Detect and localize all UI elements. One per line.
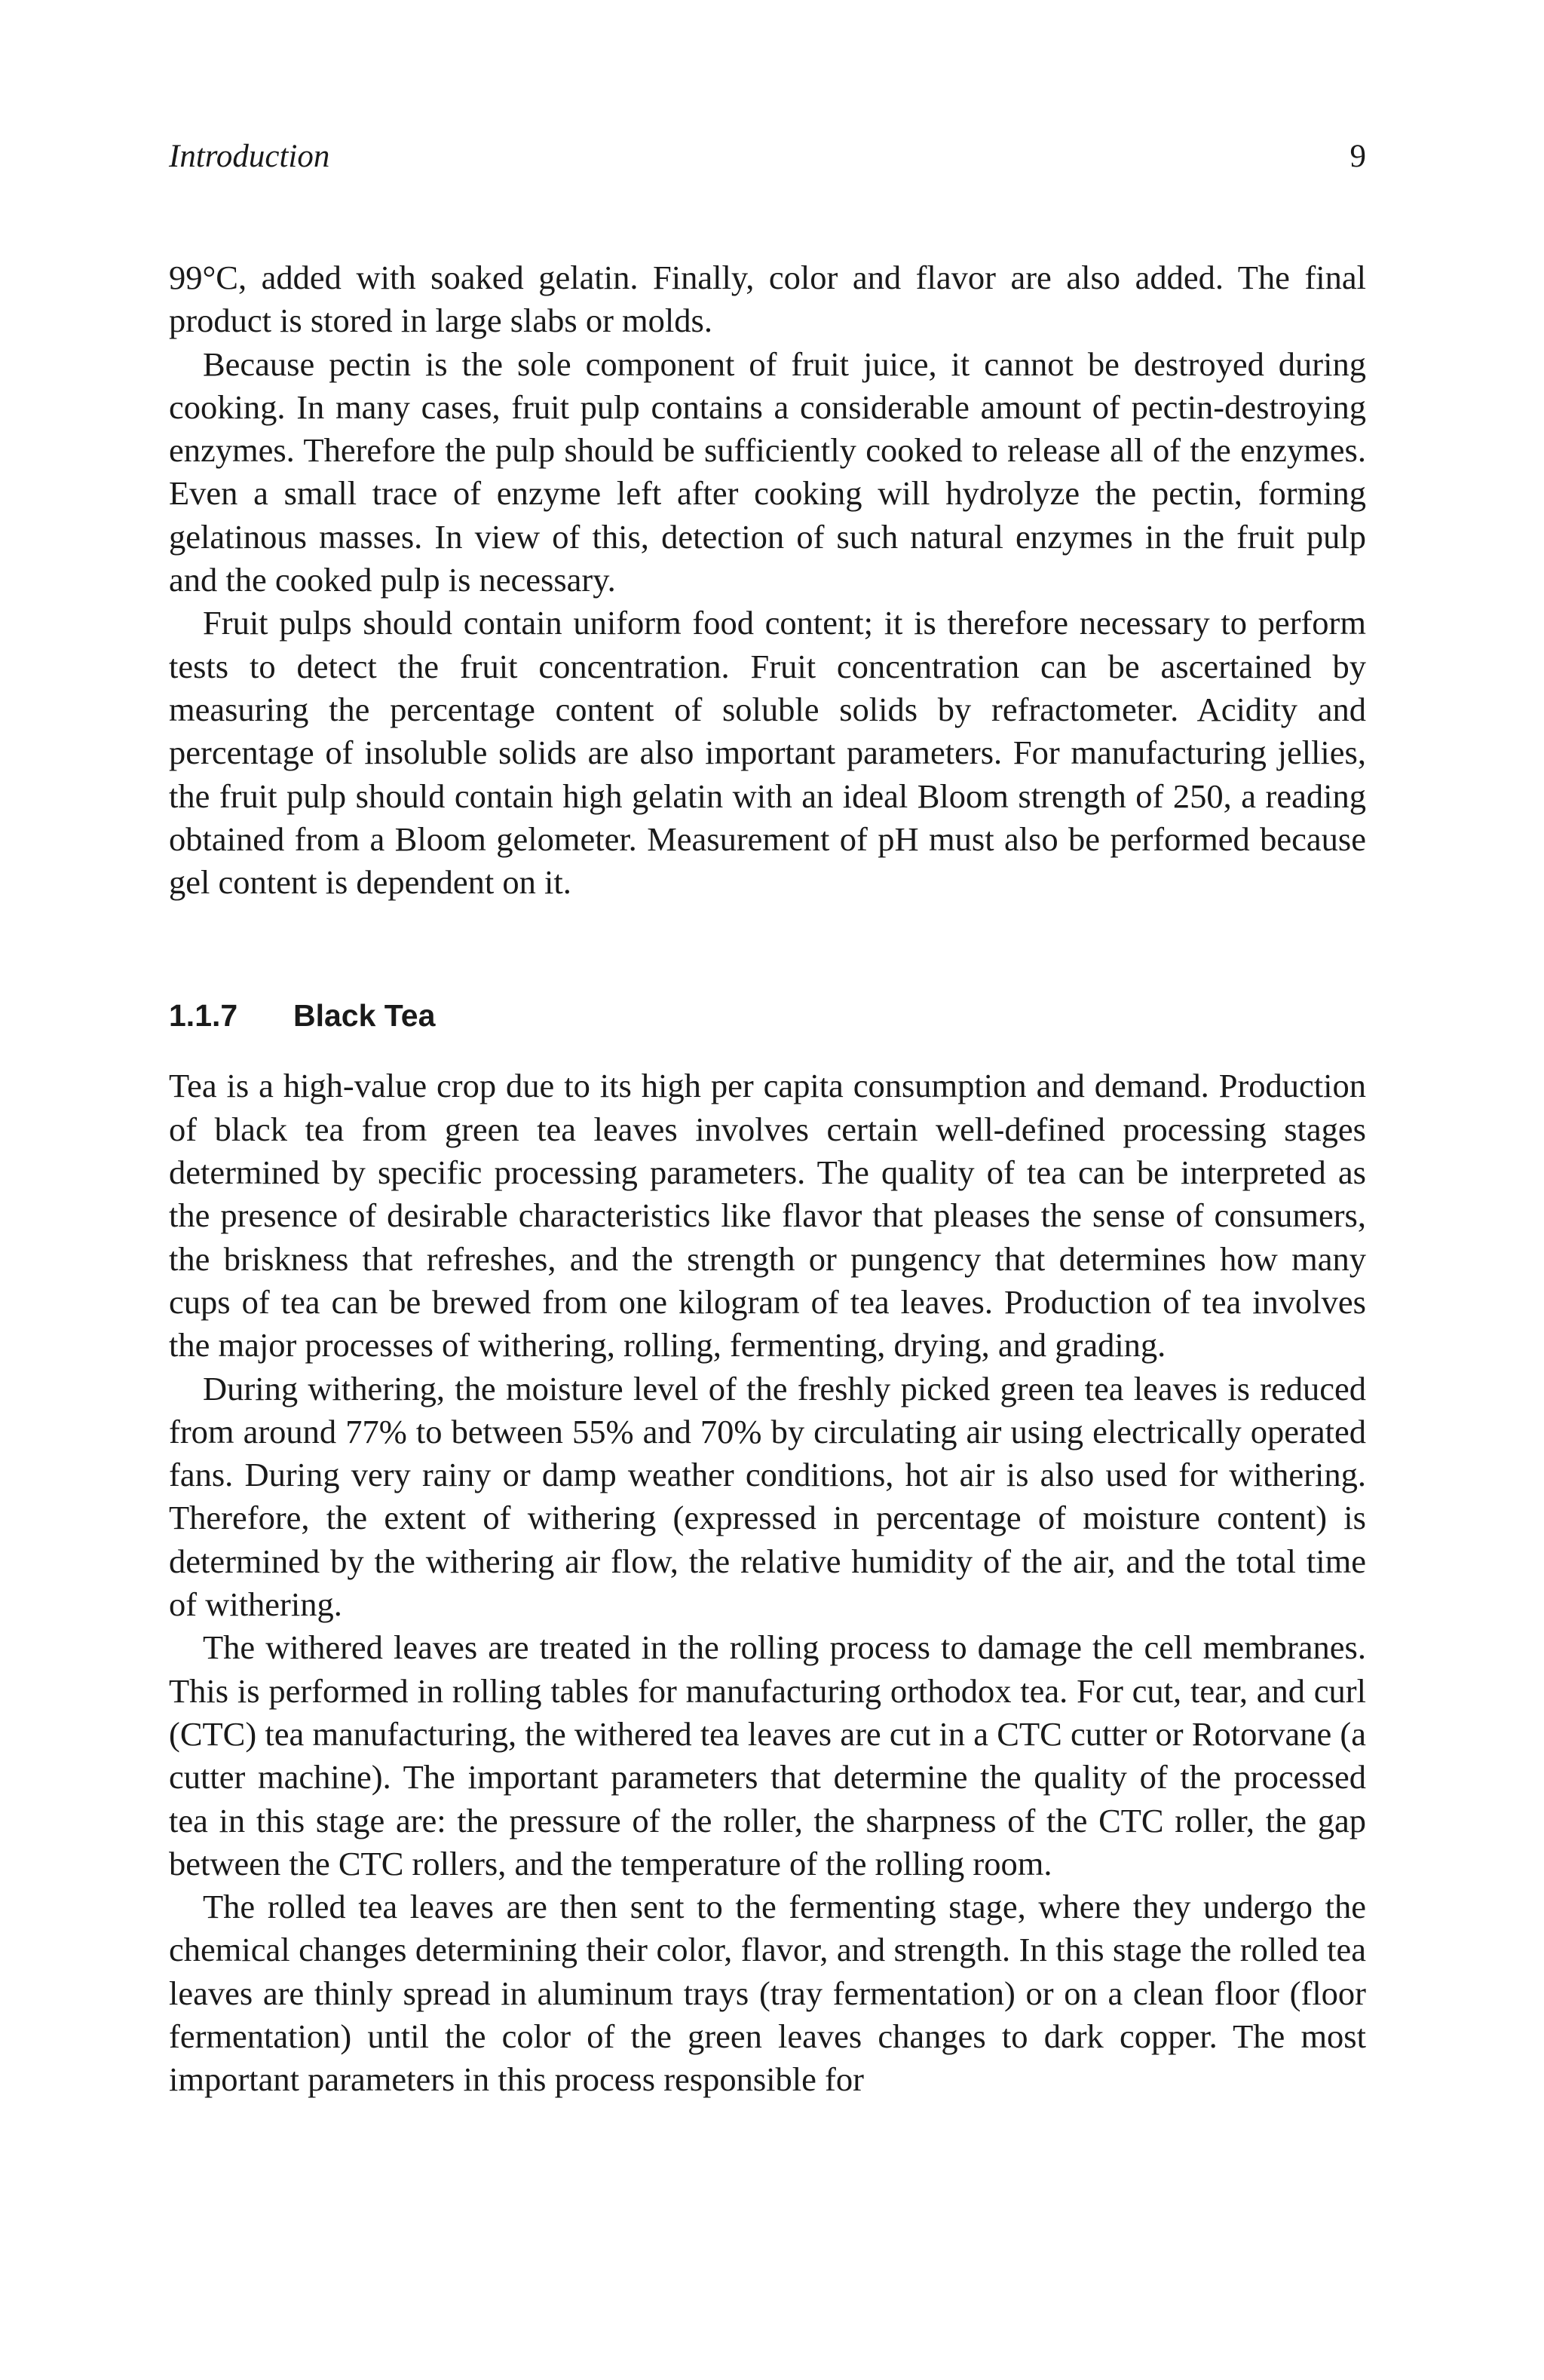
paragraph: 99°C, added with soaked gelatin. Finally, color and flavor are also added. The final product is stored in large slabs or molds. — [169, 259, 1366, 340]
book-page — [169, 133, 1366, 2102]
section-title: Black Tea — [293, 998, 436, 1034]
paragraph: Fruit pulps should contain uniform food content; it is therefore necessary to perform tests to detect the fruit concentration. Fruit concentration can be ascertained by measuring the percentage content of soluble solids by refractometer. Acidity and percentage of insoluble solids are also important parameters. For manufacturing jellies, the fruit pulp should contain high gelatin with an ideal Bloom strength of 250, a reading obtained from a Bloom gelometer. Measurement of pH must also be performed because gel content is dependent on it. — [169, 604, 1366, 902]
section-number: 1.1.7 — [169, 998, 238, 1034]
section-heading — [169, 994, 1366, 1037]
section-spacer — [169, 904, 1366, 994]
paragraph: During withering, the moisture level of the freshly picked green tea leaves is reduced from around 77% to between 55% and 70% by circulating air using electrically operated fans. During very rainy or damp weather conditions, hot air is also used for withering. Therefore, the extent of withering (expressed in percentage of moisture content) is determined by the withering air flow, the relative humidity of the air, and the total time of withering. — [169, 1369, 1366, 1624]
paragraph: Because pectin is the sole component of fruit juice, it cannot be destroyed during cooking. In many cases, fruit pulp contains a considerable amount of pectin-destroying enzymes. Therefore the pulp should be sufficiently cooked to release all of the enzymes. Even a small trace of enzyme left after cooking will hydrolyze the pectin, forming gelatinous masses. In view of this, detection of such natural enzymes in the fruit pulp and the cooked pulp is necessary. — [169, 345, 1366, 599]
paragraph: The withered leaves are treated in the rolling process to damage the cell membranes. This is performed in rolling tables for manufacturing orthodox tea. For cut, tear, and curl (CTC) tea manufacturing, the withered tea leaves are cut in a CTC cutter or Rotorvane (a cutter machine). The important parameters that determine the quality of the processed tea in this stage are: the pressure of the roller, the sharpness of the CTC roller, the gap between the CTC rollers, and the temperature of the rolling room. — [169, 1628, 1366, 1882]
page-number: 9 — [1349, 139, 1366, 174]
heading-spacer — [169, 1037, 1366, 1064]
body-text — [169, 256, 1366, 2102]
paragraph: The rolled tea leaves are then sent to the fermenting stage, where they undergo the chemical changes determining their color, flavor, and strength. In this stage the rolled tea leaves are thinly spread in aluminum trays (tray fermentation) or on a clean floor (floor fermentation) until the color of the green leaves changes to dark copper. The most important parameters in this process responsible for — [169, 1888, 1366, 2099]
paragraph: Tea is a high-value crop due to its high per capita consumption and demand. Production of black tea from green tea leaves involves certain well-defined processing stages determined by specific processing parameters. The quality of tea can be interpreted as the presence of desirable characteristics like flavor that pleases the sense of consumers, the briskness that refreshes, and the strength or pungency that determines how many cups of tea can be brewed from one kilogram of tea leaves. Production of tea involves the major processes of withering, rolling, fermenting, drying, and grading. — [169, 1067, 1366, 1365]
running-head — [169, 133, 1366, 181]
chapter-title: Introduction — [169, 139, 330, 174]
